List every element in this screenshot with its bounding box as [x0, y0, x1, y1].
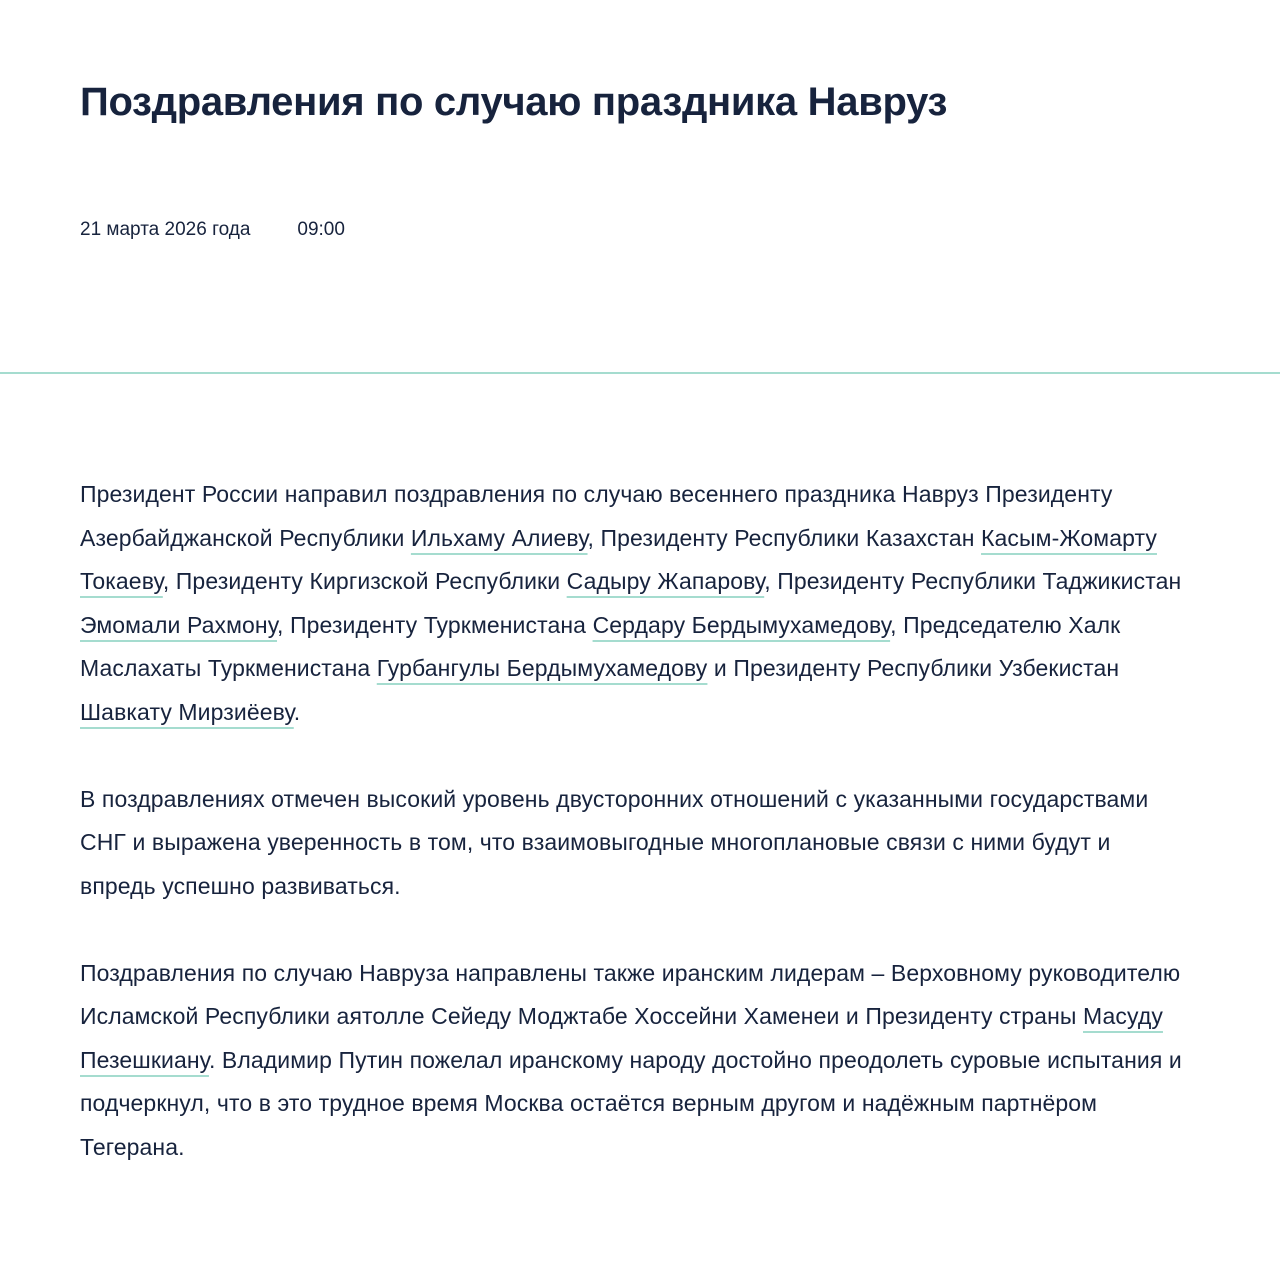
person-link[interactable]: Шавкату Мирзиёеву: [80, 698, 294, 725]
article-paragraph: [80, 952, 1185, 1170]
text-segment: , Председателю Халк Маслахаты Туркменистана: [80, 611, 1121, 681]
person-link[interactable]: Эмомали Рахмону: [80, 611, 278, 638]
text-segment: . Владимир Путин пожелал иранскому народу достойно преодолеть суровые испытания и подчеркнул, что в это трудное время Москва остаётся верным другом и надёжным партнёром Тегерана.: [80, 1046, 1182, 1160]
person-link[interactable]: Ильхаму Алиеву: [410, 524, 588, 551]
person-link[interactable]: Масуду Пезешкиану: [80, 1003, 1163, 1073]
article-paragraph: [80, 778, 1185, 909]
article-body: [80, 473, 1185, 1169]
text-segment: , Президенту Киргизской Республики: [162, 568, 567, 594]
text-segment: и Президенту Республики Узбекистан: [707, 655, 1120, 681]
text-segment: .: [293, 698, 301, 725]
text-segment: Поздравления по случаю Навруза направлены также иранским лидерам – Верховному руководителю Исламской Республики аятолле Сейеду Моджтабе Хоссейни Хаменеи и Президенту страны: [80, 959, 1181, 1029]
article-time: 09:00: [297, 219, 345, 240]
text-segment: Президент России направил поздравления по случаю весеннего праздника Навруз Президенту Азербайджанской Республики: [80, 481, 1113, 551]
person-link[interactable]: Сердару Бердымухамедову: [592, 611, 891, 638]
text-segment: , Президенту Республики Казахстан: [587, 524, 982, 551]
text-segment: , Президенту Туркменистана: [277, 611, 593, 638]
article-date: 21 марта 2026 года: [80, 219, 251, 240]
person-link[interactable]: Гурбангулы Бердымухамедову: [376, 655, 708, 681]
article-title: Поздравления по случаю праздника Навруз: [80, 80, 948, 124]
section-divider: [0, 372, 1280, 374]
text-segment: , Президенту Республики Таджикистан: [764, 568, 1182, 594]
text-segment: В поздравлениях отмечен высокий уровень двусторонних отношений с указанными государствами СНГ и выражена уверенность в том, что взаимовыгодные многоплановые связи с ними будут и впредь успешно развиваться.: [80, 785, 1149, 899]
person-link[interactable]: Касым-Жомарту Токаеву: [80, 524, 1157, 594]
article-meta: [80, 218, 1200, 242]
person-link[interactable]: Садыру Жапарову: [566, 568, 765, 594]
article-paragraph: [80, 473, 1185, 734]
